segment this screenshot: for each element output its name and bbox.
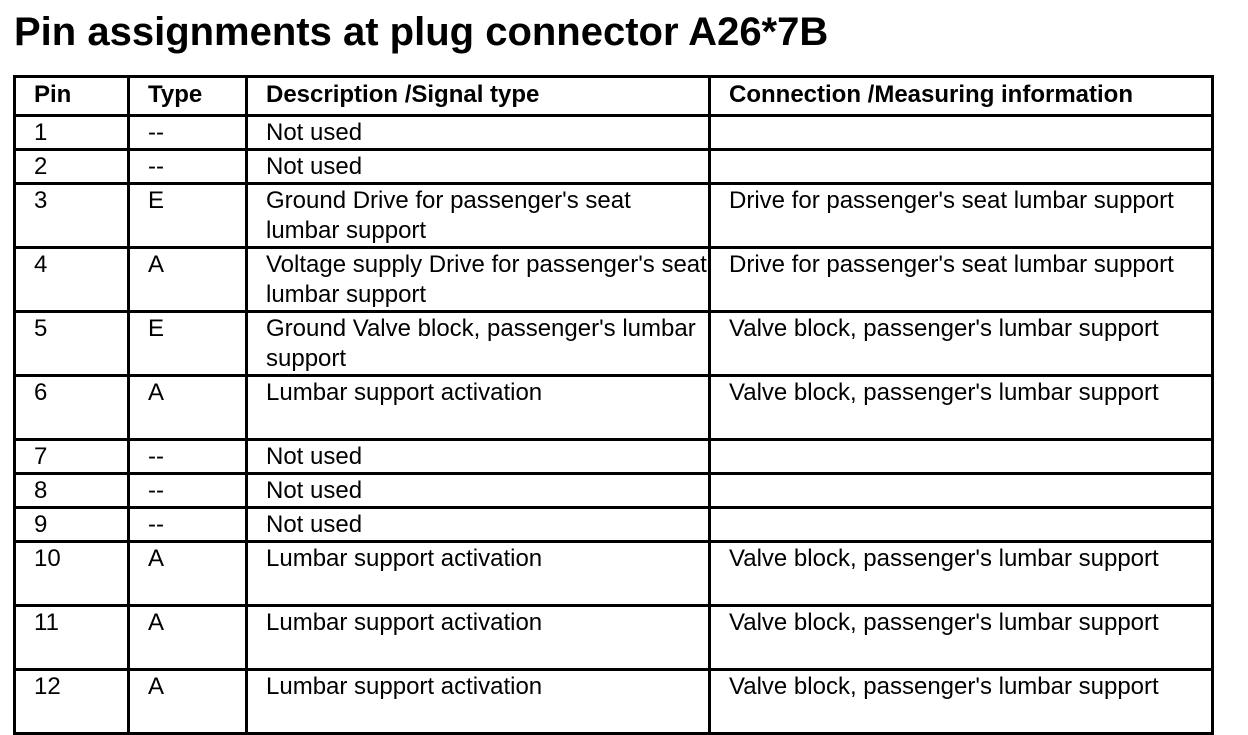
header-type: Type bbox=[129, 77, 247, 116]
cell-connection: Valve block, passenger's lumbar support bbox=[710, 542, 1213, 606]
table-row bbox=[15, 116, 1213, 150]
cell-type: E bbox=[129, 312, 247, 376]
table-row bbox=[15, 670, 1213, 734]
cell-type: E bbox=[129, 184, 247, 248]
cell-pin: 6 bbox=[15, 376, 129, 440]
cell-connection: Valve block, passenger's lumbar support bbox=[710, 606, 1213, 670]
cell-type: -- bbox=[129, 116, 247, 150]
cell-description: Lumbar support activation bbox=[247, 542, 710, 606]
cell-connection: Drive for passenger's seat lumbar support bbox=[710, 248, 1213, 312]
cell-description: Voltage supply Drive for passenger's seat lumbar support bbox=[247, 248, 710, 312]
cell-connection bbox=[710, 440, 1213, 474]
cell-description: Lumbar support activation bbox=[247, 670, 710, 734]
cell-type: -- bbox=[129, 150, 247, 184]
table-row bbox=[15, 440, 1213, 474]
cell-description: Not used bbox=[247, 116, 710, 150]
cell-pin: 7 bbox=[15, 440, 129, 474]
cell-type: A bbox=[129, 606, 247, 670]
header-pin: Pin bbox=[15, 77, 129, 116]
cell-description: Ground Valve block, passenger's lumbar support bbox=[247, 312, 710, 376]
table-row bbox=[15, 542, 1213, 606]
cell-pin: 11 bbox=[15, 606, 129, 670]
table-row bbox=[15, 474, 1213, 508]
cell-connection: Drive for passenger's seat lumbar support bbox=[710, 184, 1213, 248]
cell-description: Not used bbox=[247, 150, 710, 184]
table-header-row bbox=[15, 77, 1213, 116]
table-row bbox=[15, 508, 1213, 542]
cell-connection: Valve block, passenger's lumbar support bbox=[710, 670, 1213, 734]
cell-connection bbox=[710, 508, 1213, 542]
cell-description: Not used bbox=[247, 508, 710, 542]
cell-type: A bbox=[129, 670, 247, 734]
cell-pin: 9 bbox=[15, 508, 129, 542]
cell-pin: 4 bbox=[15, 248, 129, 312]
cell-connection bbox=[710, 150, 1213, 184]
cell-description: Not used bbox=[247, 474, 710, 508]
header-connection: Connection /Measuring information bbox=[710, 77, 1213, 116]
cell-pin: 8 bbox=[15, 474, 129, 508]
cell-type: -- bbox=[129, 508, 247, 542]
cell-description: Ground Drive for passenger's seat lumbar support bbox=[247, 184, 710, 248]
cell-pin: 12 bbox=[15, 670, 129, 734]
table-row bbox=[15, 606, 1213, 670]
cell-type: -- bbox=[129, 474, 247, 508]
cell-description: Lumbar support activation bbox=[247, 606, 710, 670]
cell-type: A bbox=[129, 248, 247, 312]
cell-type: A bbox=[129, 376, 247, 440]
table-row bbox=[15, 184, 1213, 248]
cell-pin: 2 bbox=[15, 150, 129, 184]
cell-connection bbox=[710, 474, 1213, 508]
cell-description: Not used bbox=[247, 440, 710, 474]
cell-type: -- bbox=[129, 440, 247, 474]
cell-connection: Valve block, passenger's lumbar support bbox=[710, 376, 1213, 440]
pin-assignment-table bbox=[13, 75, 1214, 735]
page-title: Pin assignments at plug connector A26*7B bbox=[14, 10, 829, 54]
cell-type: A bbox=[129, 542, 247, 606]
cell-pin: 10 bbox=[15, 542, 129, 606]
cell-pin: 1 bbox=[15, 116, 129, 150]
cell-connection: Valve block, passenger's lumbar support bbox=[710, 312, 1213, 376]
table-row bbox=[15, 312, 1213, 376]
table-row bbox=[15, 376, 1213, 440]
cell-description: Lumbar support activation bbox=[247, 376, 710, 440]
table-row bbox=[15, 248, 1213, 312]
cell-pin: 3 bbox=[15, 184, 129, 248]
table-row bbox=[15, 150, 1213, 184]
cell-pin: 5 bbox=[15, 312, 129, 376]
header-description: Description /Signal type bbox=[247, 77, 710, 116]
cell-connection bbox=[710, 116, 1213, 150]
